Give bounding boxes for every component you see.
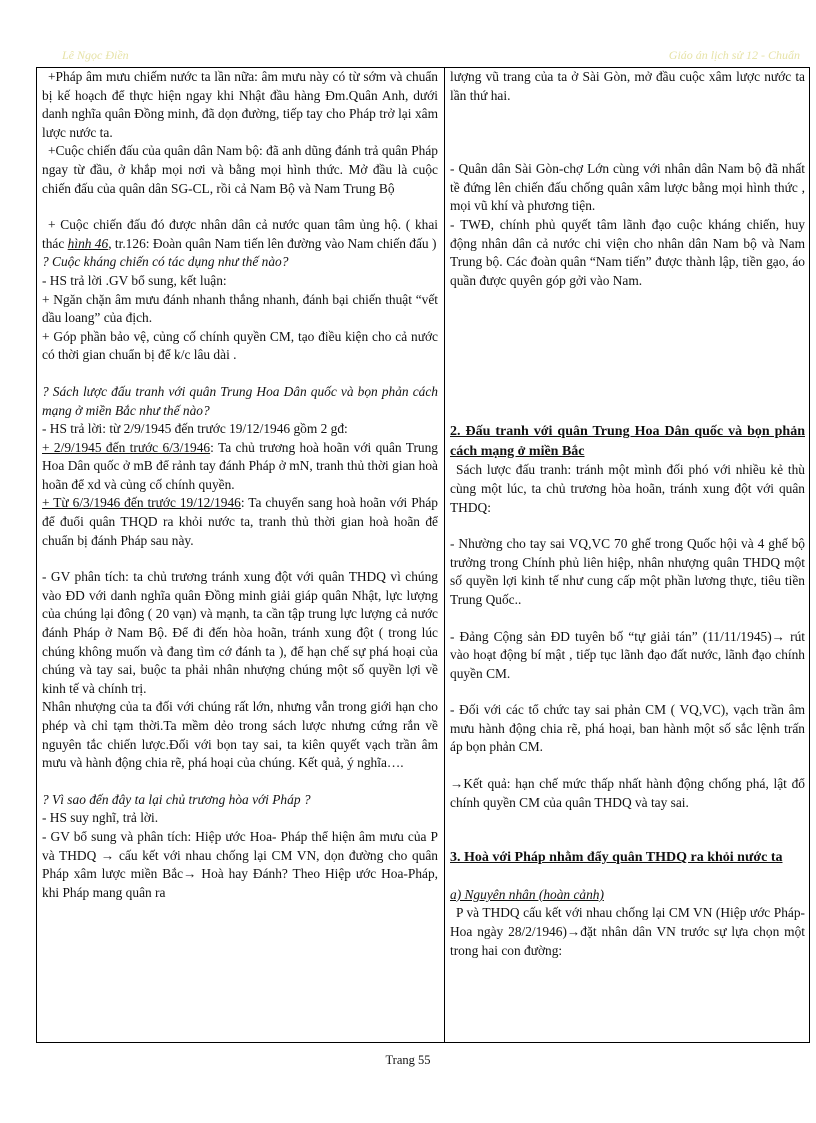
paragraph-twd: - TWĐ, chính phủ quyết tâm lãnh đạo cuộc kháng chiến, huy động nhân dân cả nước chi viện cho nhân dân Nam bộ và Nam Trung bộ. Các đoàn quân “Nam tiến” được thành lập, tiền gạo, áo quần được quyên góp gởi vào Nam. (450, 216, 805, 288)
paragraph-nhan-nhuong: Nhân nhượng của ta đối với chúng rất lớn, nhưng vẫn trong giới hạn cho phép và chỉ tạm thời.Ta mềm dẻo trong sách lược nhưng cứng rắn về nguyên tắc chiến lược.Đối với bọn tay sai, ta kiên quyết vạch trần âm mưu và hành động chia rẽ, phá hoại của chúng. Kết quả, ý nghĩa…. (42, 699, 438, 771)
question-sach-luoc: ? Sách lược đấu tranh với quân Trung Hoa Dân quốc và bọn phản cách mạng ở miền Bắc như thế nào? (42, 383, 438, 418)
paragraph-quan-dan-sai-gon: - Quân dân Sài Gòn-chợ Lớn cùng với nhân dân Nam bộ đã nhất tề đứng lên chiến đấu chống quân xâm lược bằng mọi hình thức , mọi vũ khí và phương tiện. (450, 161, 805, 214)
paragraph-nhuong-ghe: - Nhường cho tay sai VQ,VC 70 ghế trong Quốc hội và 4 ghế bộ trưởng trong Chính phủ liên hiệp, nhân nhượng quân THDQ một số quyền lợi kinh tế như cung cấp một phần lương thực, tiêu tiền Trung Quốc.. (450, 536, 805, 607)
section-heading-2: 2. Đấu tranh với quân Trung Hoa Dân quốc và bọn phản cách mạng ở miền Bắc (450, 424, 805, 459)
paragraph-sach-luoc: Sách lược đấu tranh: tránh một mình đối phó với nhiều kẻ thù cùng một lúc, ta chủ trương hòa hoãn, tránh xung đột với quân THDQ: (450, 462, 805, 515)
paragraph-ngan-chan: + Ngăn chặn âm mưu đánh nhanh thắng nhanh, đánh bại chiến thuật “vết dầu loang” của địch. (42, 291, 438, 326)
period-2-text: : Ta chuyển sang hoà hoãn với Pháp để đuổi quân THQD ra khỏi nước ta, tranh thủ thời gian hoà hoãn để chuẩn bị đánh Pháp sau này. (42, 495, 438, 548)
paragraph-hs-tra-loi-1: - HS trả lời .GV bổ sung, kết luận: (42, 272, 227, 288)
column-divider (444, 68, 445, 1042)
header-author: Lê Ngọc Điền (62, 48, 129, 62)
question-hoa-voi-phap: ? Vì sao đến đây ta lại chủ trương hòa với Pháp ? (42, 791, 311, 807)
figure-reference: hình 46 (67, 235, 109, 251)
header-title: Giáo án lịch sử 12 - Chuẩn (668, 48, 800, 62)
text-ung-ho-a: + Cuộc chiến đấu đó được nhân dân cả nước quan tâm ủng hộ. ( khai thác (42, 217, 438, 251)
question-tac-dung: ? Cuộc kháng chiến có tác dụng như thế nào? (42, 254, 289, 270)
subheading-nguyen-nhan: a) Nguyên nhân (hoàn cảnh) (450, 886, 604, 902)
paragraph-dang-giai-tan: - Đảng Cộng sản ĐD tuyên bố “tự giải tán” (11/11/1945)→ rút vào hoạt động bí mật , tiếp tục lãnh đạo đất nước, lãnh đạo chính quyền CM. (450, 628, 805, 681)
key-content-column (450, 68, 805, 1042)
paragraph-gv-phan-tich: - GV phân tích: ta chủ trương tránh xung đột với quân THDQ vì chúng vào ĐD với danh nghĩa quân Đồng minh giải giáp quân Nhật, lực lượng của chúng lại đông ( 20 vạn) và mạnh, ta cần tập trung lực lượng cả nước đánh Pháp ở Nam Bộ. Để đi đến hòa hoãn, tránh xung đột ( trong lúc chúng không muốn và đang tìm cớ đánh ta ), để hạn chế sự phá hoại của chúng và tay sai, buộc ta phải nhân nhượng chúng một số quyền lợi về kinh tế và chính trị. (42, 569, 438, 696)
paragraph-tay-sai: - Đối với các tổ chức tay sai phản CM ( VQ,VC), vạch trần âm mưu hành động chia rẽ, phá hoại, ban hành một số sắc lệnh trấn áp bọn phản CM. (450, 702, 805, 755)
paragraph-ung-ho (42, 216, 438, 253)
period-2-label: + Từ 6/3/1946 đến trước 19/12/1946 (42, 495, 241, 511)
period-1-text: : Ta chủ trương hoà hoãn với quân Trung Hoa Dân quốc ở mB để rảnh tay đánh Pháp ở mN, tranh thủ thời gian hoà hoãn để xd và củng cố chính quyền. (42, 439, 438, 492)
paragraph-giai-doan-2 (42, 494, 438, 550)
paragraph-giai-doan-1 (42, 439, 438, 495)
paragraph-cau-ket: P và THDQ cấu kết với nhau chống lại CM VN (Hiệp ước Pháp-Hoa ngày 28/2/1946)→đặt nhân dân VN trước sự lựa chọn một trong hai con đường: (450, 905, 805, 958)
section-heading-3: 3. Hoà với Pháp nhằm đẩy quân THDQ ra khỏi nước ta (450, 850, 783, 866)
text-ung-ho-c: , tr.126: Đoàn quân Nam tiến lên đường vào Nam chiến đấu ) (108, 235, 437, 251)
paragraph-phap-am-muu: +Pháp âm mưu chiếm nước ta lần nữa: âm mưu này có từ sớm và chuẩn bị kế hoạch để thực hiện ngay khi Nhật đầu hàng Đm.Quân Anh, dưới danh nghĩa quân Đồng minh, đã dọn đường, tiếp tay cho Pháp trở lại xâm lược nước ta. (42, 69, 438, 140)
page-number: Trang 55 (385, 1053, 431, 1067)
paragraph-hs-suy-nghi: - HS suy nghĩ, trả lời. (42, 810, 159, 826)
paragraph-cuoc-chien-dau: +Cuộc chiến đấu của quân dân Nam bộ: đã anh dũng đánh trả quân Pháp ngay từ đầu, ở khắp mọi nơi và bằng mọi hình thức. Mở đầu là cuộc chiến đấu của quân dân SG-CL, rồi cả Nam Bộ và Nam Trung Bộ (42, 143, 438, 196)
paragraph-gop-phan: + Góp phần bảo vệ, củng cố chính quyền CM, tạo điều kiện cho cả nước có thời gian chuẩn bị để k/c lâu dài . (42, 328, 438, 363)
paragraph-luc-luong: lượng vũ trang của ta ở Sài Gòn, mở đầu cuộc xâm lược nước ta lần thứ hai. (450, 69, 805, 103)
teacher-student-activities-column (42, 68, 438, 1042)
paragraph-hs-tra-loi-2: - HS trả lời: từ 2/9/1945 đến trước 19/12/1946 gồm 2 gđ: (42, 421, 348, 437)
paragraph-gv-bo-sung: - GV bổ sung và phân tích: Hiệp ước Hoa- Pháp thể hiện âm mưu của P và THDQ → cấu kết với nhau chống lại CM VN, dọn đường cho quân Pháp xâm lược miền Bắc→ Hoà hay Đánh? Theo Hiệp ước Hoa-Pháp, khi Pháp mang quân ra (42, 828, 438, 900)
period-1-label: + 2/9/1945 đến trước 6/3/1946 (42, 439, 211, 455)
lesson-table (36, 67, 810, 1043)
paragraph-ket-qua: →Kết quả: hạn chế mức thấp nhất hành động chống phá, lật đổ chính quyền CM của quân THDQ và tay sai. (450, 776, 805, 810)
